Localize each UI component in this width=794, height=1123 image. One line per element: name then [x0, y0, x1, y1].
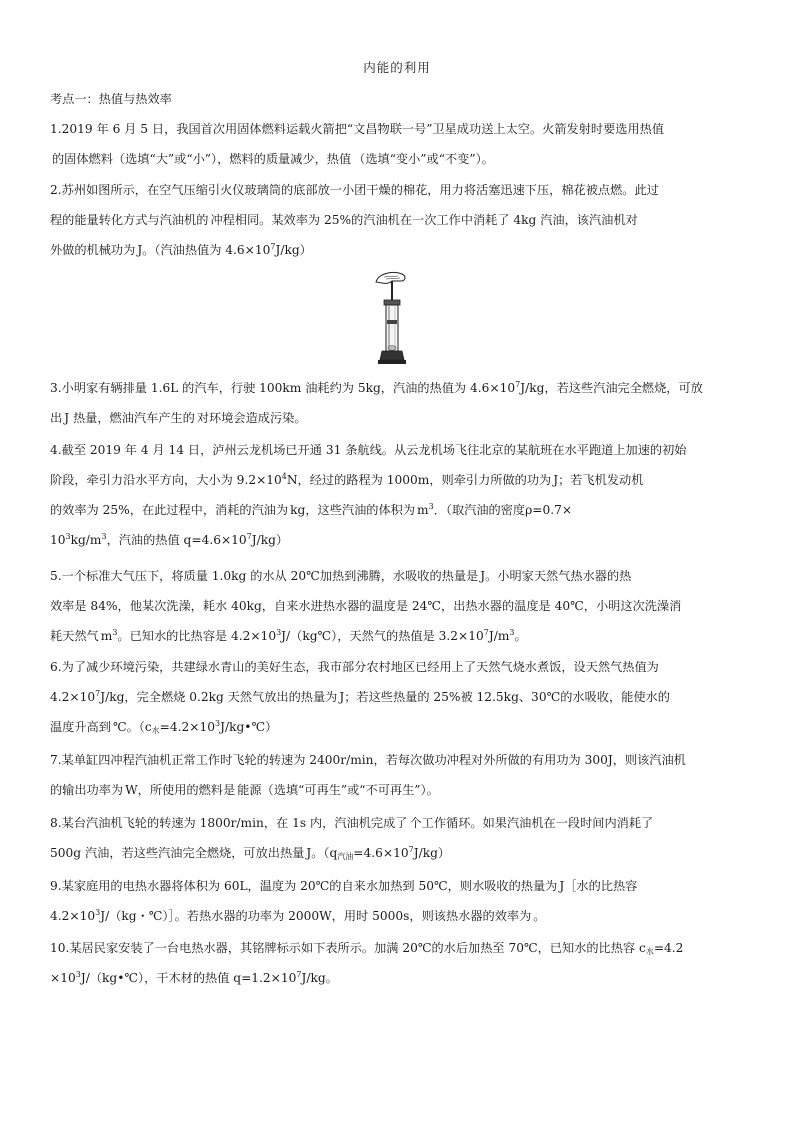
q7-line-1: 7.某单缸四冲程汽油机正常工作时飞轮的转速为 2400r/min，若每次做功冲程对外所做的有用功为 300J，则该汽油机: [50, 753, 686, 767]
q1-line-1: 1.2019 年 6 月 5 日，我国首次用固体燃料运载火箭把“文昌物联一号”卫星成功送上太空。火箭发射时要选用热值: [50, 122, 665, 136]
q2-line-1: 2.苏州如图所示，在空气压缩引火仪玻璃筒的底部放一小团干燥的棉花，用力将活塞迅速下压，棉花被点燃。此过: [50, 183, 659, 197]
q4-line-4: $10^3kg/m^3$，汽油的热值 $q=4.6\times 10^7J/kg$）: [50, 532, 289, 547]
q4-line-3: 的效率为 25%，在此过程中，消耗的汽油为 kg，这些汽油的体积为 $m^3$．（取汽油的密度ρ=0.7×: [50, 502, 573, 517]
q4-line-1: 4.截至 2019 年 4 月 14 日，泸州云龙机场已开通 31 条航线。从云龙机场飞往北京的某航班在水平跑道上加速的初始: [50, 443, 687, 457]
q3-line-1: 3.小明家有辆排量 1.6L 的汽车，行驶 100km 油耗约为 5kg，汽油的热值为 $4.6\times 10^7J/kg$，若这些汽油完全燃烧，可放: [50, 380, 703, 395]
q5-line-2: 效率是 84%，他某次洗澡，耗水 40kg，自来水进热水器的温度是 24℃，出热水器的温度是 40℃，小明这次洗澡消: [50, 599, 682, 613]
q8-line-2: 500g 汽油，若这些汽油完全燃烧，可放出热量 J。$(q_{汽油}=4.6\times 10^7J/kg)$: [50, 845, 451, 861]
q5-line-1: 5.一个标准大气压下，将质量 1.0kg 的水从 20℃加热到沸腾，水吸收的热量是 J。小明家天然气热水器的热: [50, 569, 632, 583]
q2-line-3: 外做的机械功为 J。（汽油热值为 $4.6\times 10^7J/kg$）: [50, 242, 312, 257]
section-heading: 考点一：热值与热效率: [50, 92, 172, 106]
q3-line-2: 出 J 热量，燃油汽车产生的 对环境会造成污染。: [50, 411, 307, 425]
q2-line-2: 程的能量转化方式与汽油机的 冲程相同。某效率为 25%的汽油机在一次工作中消耗了 4kg 汽油，该汽油机对: [50, 213, 638, 227]
q9-line-1: 9.某家庭用的电热水器将体积为 60L，温度为 20℃的自来水加热到 50℃，则水吸收的热量为 J［水的比热容: [50, 879, 638, 893]
q9-line-2: $4.2\times 10^3J/(kg$・℃）］。若热水器的功率为 2000W，用时 5000s，则该热水器的效率为 。: [50, 908, 546, 923]
q10-line-1: 10.某居民家安装了一台电热水器，其铭牌标示如下表所示。加满 20℃的水后加热至 70℃，已知水的比热容 $c_水=4.2$: [50, 941, 684, 956]
q6-line-1: 6.为了减少环境污染，共建绿水青山的美好生态，我市部分农村地区已经用上了天然气烧水煮饭，设天然气热值为: [50, 660, 659, 674]
q7-line-2: 的输出功率为 W，所使用的燃料是 能源（选填“可再生”或“不可再生”）。: [50, 783, 439, 797]
fire-syringe-icon: [362, 268, 422, 368]
q8-line-1: 8.某台汽油机飞轮的转速为 1800r/min，在 1s 内，汽油机完成了 个工作循环。如果汽油机在一段时间内消耗了: [50, 816, 654, 830]
q1-line-2: 的固体燃料（选填“大”或“小”），燃料的质量减少，热值 （选填“变小”或“不变”）。: [52, 152, 494, 166]
page-title: 内能的利用: [363, 60, 431, 75]
q4-line-2: 阶段，牵引力沿水平方向，大小为 $9.2\times 10^4N$，经过的路程为 1000m，则牵引力所做的功为 J；若飞机发动机: [50, 472, 644, 487]
q6-line-3: 温度升高到 ℃。$(c_水=4.2\times 10^3J/kg•℃)$: [50, 719, 278, 735]
q10-line-2: $\times 10^3J/(kg•℃)$，干木材的热值 $q=1.2\times 10^7J/kg$。: [50, 970, 338, 985]
q5-line-3: 耗天然气 $m^3$。已知水的比热容是 $4.2\times 10^3J/(kg℃)$，天然气的热值是 $3.2\times 10^7J/m^3$。: [50, 628, 527, 643]
q6-line-2: $4.2\times 10^7J/kg$，完全燃烧 0.2kg 天然气放出的热量为 J；若这些热量的 25%被 12.5kg、30℃的水吸收，能使水的: [50, 689, 670, 704]
fire-syringe-figure: [362, 268, 422, 368]
